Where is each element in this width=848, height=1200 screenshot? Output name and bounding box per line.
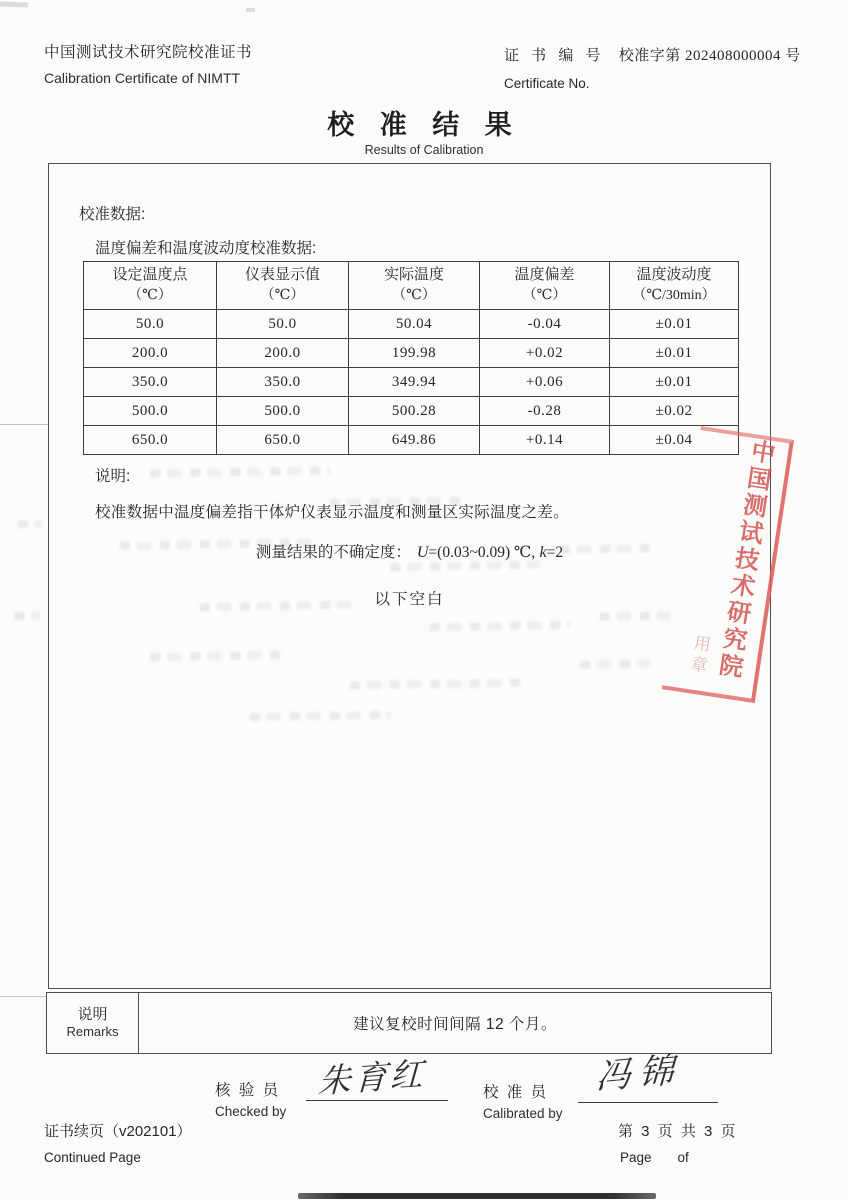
table-cell: +0.06	[480, 368, 610, 397]
remarks-label-cn: 说明	[77, 1005, 108, 1023]
table-caption: 温度偏差和温度波动度校准数据:	[95, 240, 317, 257]
remarks-text: 建议复校时间间隔 12 个月。	[353, 1016, 557, 1033]
table-cell: +0.14	[480, 426, 610, 455]
notes-label: 说明:	[95, 468, 131, 485]
uncertainty-u-symbol: U	[416, 544, 429, 561]
table-cell: 50.0	[84, 310, 217, 339]
calibration-table	[83, 261, 739, 455]
seal-text: 中国测试技术研究院	[712, 437, 776, 682]
table-row	[84, 397, 739, 426]
table-cell: 50.04	[349, 310, 480, 339]
table-row	[84, 426, 739, 455]
org-title-cn: 中国测试技术研究院校准证书	[44, 44, 253, 61]
scan-fold-line	[0, 424, 48, 425]
scan-noise	[14, 612, 40, 620]
seal-partial-text: 用章	[686, 633, 712, 678]
table-row	[84, 310, 739, 339]
table-cell: 650.0	[217, 426, 349, 455]
calibrated-by-label-en: Calibrated by	[483, 1106, 563, 1121]
table-cell: +0.02	[480, 339, 610, 368]
table-cell: -0.28	[480, 397, 610, 426]
uncertainty-k-value: =2	[546, 544, 564, 561]
col-header-deviation: 温度偏差 （℃）	[480, 262, 610, 310]
scan-noise	[560, 544, 650, 554]
table-row	[84, 368, 739, 397]
note-text: 校准数据中温度偏差指干体炉仪表显示温度和测量区实际温度之差。	[95, 504, 570, 521]
uncertainty-prefix: 测量结果的不确定度：	[255, 544, 411, 561]
table-cell: ±0.01	[610, 310, 739, 339]
certificate-number-label-en: Certificate No.	[504, 76, 590, 91]
table-cell: 650.0	[84, 426, 217, 455]
footer-continued-page-en: Continued Page	[44, 1150, 141, 1165]
calibrated-by-label-cn: 校 准 员	[483, 1084, 549, 1101]
footer-continued-page-cn: 证书续页（v202101）	[44, 1123, 192, 1140]
footer-page-info-en	[620, 1150, 689, 1165]
table-cell: -0.04	[480, 310, 610, 339]
table-cell: 349.94	[349, 368, 480, 397]
scan-noise	[246, 8, 255, 12]
calibrated-by-signature: 冯锦	[595, 1050, 683, 1097]
scan-noise	[18, 520, 42, 528]
table-cell: 200.0	[217, 339, 349, 368]
table-cell: 500.0	[217, 397, 349, 426]
page-title: 校 准 结 果	[327, 110, 521, 140]
certificate-number-value: 校准字第 202408000004 号	[618, 48, 801, 64]
checked-by-label-en: Checked by	[215, 1104, 287, 1119]
table-cell: 350.0	[84, 368, 217, 397]
table-header-row	[84, 262, 739, 310]
scan-noise	[0, 2, 28, 8]
table-cell: ±0.01	[610, 339, 739, 368]
table-cell: 350.0	[217, 368, 349, 397]
col-header-setpoint: 设定温度点 （℃）	[84, 262, 217, 310]
footer-page-label: Page	[620, 1150, 652, 1165]
org-title-en: Calibration Certificate of NIMTT	[44, 70, 241, 86]
footer-of-label: of	[677, 1150, 689, 1165]
results-box	[48, 163, 771, 989]
col-header-fluctuation: 温度波动度 （℃/30min）	[610, 262, 739, 310]
certificate-number-line	[504, 44, 801, 65]
scanner-edge-bar	[298, 1193, 656, 1199]
scan-noise	[600, 611, 670, 620]
uncertainty-k-symbol: k	[539, 544, 547, 561]
remarks-label-en: Remarks	[66, 1024, 119, 1040]
uncertainty-u-value: =(0.03~0.09) ℃,	[428, 544, 536, 561]
blank-below-note: 以下空白	[374, 591, 445, 608]
table-cell: ±0.02	[610, 397, 739, 426]
col-header-actual: 实际温度 （℃）	[349, 262, 480, 310]
remarks-label-cell	[47, 993, 139, 1053]
table-cell: 199.98	[349, 339, 480, 368]
table-cell: 500.28	[349, 397, 480, 426]
checked-by-signature: 朱育红	[317, 1057, 427, 1101]
table-row	[84, 339, 739, 368]
table-cell: 500.0	[84, 397, 217, 426]
table-cell: 649.86	[349, 426, 480, 455]
col-header-indicated: 仪表显示值 （℃）	[217, 262, 349, 310]
table-cell: ±0.01	[610, 368, 739, 397]
table-cell: 200.0	[84, 339, 217, 368]
page-subtitle: Results of Calibration	[364, 143, 484, 157]
table-cell: ±0.04	[610, 426, 739, 455]
certificate-number-label: 证 书 编 号	[504, 47, 605, 64]
scan-noise	[580, 659, 660, 668]
table-cell: 50.0	[217, 310, 349, 339]
footer-page-info-cn: 第 3 页 共 3 页	[618, 1123, 738, 1140]
scan-fold-line	[0, 996, 46, 997]
calibration-data-label: 校准数据:	[79, 206, 146, 223]
checked-by-label-cn: 核 验 员	[215, 1082, 281, 1099]
